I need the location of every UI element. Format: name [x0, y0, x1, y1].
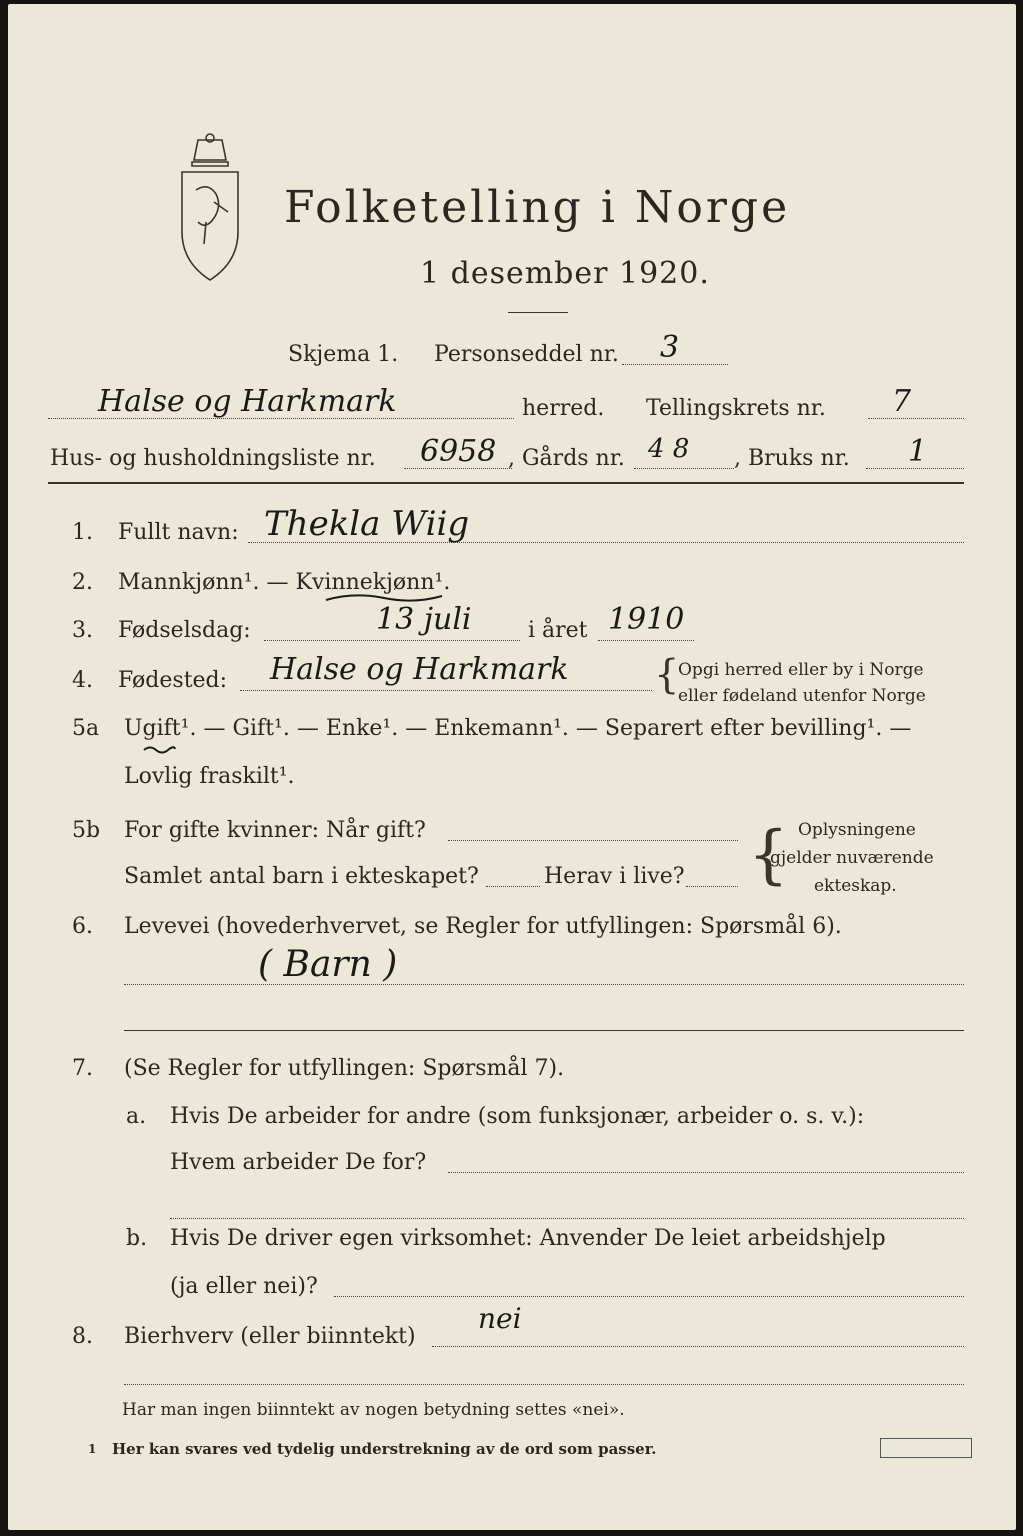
q7a-line1: Hvis De arbeider for andre (som funksjonær, arbeider o. s. v.):	[170, 1104, 865, 1129]
ugift-underline	[142, 744, 176, 754]
birthplace-value: Halse og Harkmark	[270, 652, 569, 687]
q2-label: Mannkjønn¹. — Kvinnekjønn¹.	[118, 570, 451, 595]
q4-number: 4.	[72, 668, 93, 693]
skjema-label: Skjema 1.	[288, 342, 399, 367]
hus-value: 6958	[420, 434, 497, 469]
q6-label: Levevei (hovederhvervet, se Regler for utfyllingen: Spørsmål 6).	[124, 914, 842, 939]
q4-label: Fødested:	[118, 668, 228, 693]
q5a-number: 5a	[72, 716, 100, 741]
footnote-mark: 1	[88, 1442, 97, 1456]
year-label: i året	[528, 618, 588, 643]
header-rule	[48, 482, 964, 484]
q5b-line1: For gifte kvinner: Når gift?	[124, 818, 426, 843]
bruks-label: , Bruks nr.	[734, 446, 850, 471]
footnote-text: Her kan svares ved tydelig understrekning av de ord som passer.	[112, 1440, 657, 1458]
q6-number: 6.	[72, 914, 93, 939]
q7b-line1: Hvis De driver egen virksomhet: Anvender De leiet arbeidshjelp	[170, 1226, 886, 1251]
q7b-letter: b.	[126, 1226, 148, 1251]
q4-note-line1: Opgi herred eller by i Norge	[678, 660, 924, 680]
birth-year-value: 1910	[608, 602, 685, 637]
q5b-note-line3: ekteskap.	[814, 876, 897, 896]
q7-label: (Se Regler for utfyllingen: Spørsmål 7).	[124, 1056, 565, 1081]
tellingskrets-label: Tellingskrets nr.	[646, 396, 826, 421]
personseddel-value: 3	[660, 330, 680, 365]
q4-brace: {	[654, 652, 680, 698]
hus-label: Hus- og husholdningsliste nr.	[50, 446, 376, 471]
gards-label: , Gårds nr.	[508, 446, 625, 471]
q5a-line1: Ugift¹. — Gift¹. — Enke¹. — Enkemann¹. — Separert efter bevilling¹. —	[124, 716, 912, 741]
q2-number: 2.	[72, 570, 93, 595]
bierhverv-value: nei	[478, 1302, 522, 1335]
q8-label: Bierhverv (eller biinntekt)	[124, 1324, 416, 1349]
q4-note-line2: eller fødeland utenfor Norge	[678, 686, 926, 706]
tellingskrets-value: 7	[892, 384, 912, 419]
census-form	[8, 4, 1016, 1530]
q1-number: 1.	[72, 520, 93, 545]
coat-of-arms-icon	[170, 132, 250, 292]
gards-value: 4 8	[648, 434, 690, 464]
title-divider	[508, 312, 568, 313]
q5b-brace: {	[748, 818, 789, 892]
q3-label: Fødselsdag:	[118, 618, 251, 643]
q1-label: Fullt navn:	[118, 520, 239, 545]
birth-day-value: 13 juli	[376, 602, 472, 637]
personseddel-label: Personseddel nr.	[434, 342, 619, 367]
full-name-value: Thekla Wiig	[264, 504, 470, 544]
q7-number: 7.	[72, 1056, 93, 1081]
q5a-line2: Lovlig fraskilt¹.	[124, 764, 295, 789]
q7b-line2: (ja eller nei)?	[170, 1274, 318, 1299]
q5b-note-line1: Oplysningene	[798, 820, 916, 840]
page-title: Folketelling i Norge	[284, 182, 791, 233]
q7a-letter: a.	[126, 1104, 147, 1129]
page-subtitle: 1 desember 1920.	[420, 256, 710, 291]
q8-number: 8.	[72, 1324, 93, 1349]
herred-value: Halse og Harkmark	[98, 384, 397, 419]
q7a-line2: Hvem arbeider De for?	[170, 1150, 427, 1175]
q5b-number: 5b	[72, 818, 101, 843]
occupation-value: ( Barn )	[258, 944, 398, 985]
footer-note: Har man ingen biinntekt av nogen betydning settes «nei».	[122, 1400, 625, 1420]
q5b-note-line2: gjelder nuværende	[770, 848, 934, 868]
herred-label: herred.	[522, 396, 605, 421]
herav-label: Herav i live?	[544, 864, 685, 889]
bruks-value: 1	[908, 434, 928, 469]
q3-number: 3.	[72, 618, 93, 643]
q5b-line2: Samlet antal barn i ekteskapet?	[124, 864, 479, 889]
printer-stamp	[880, 1438, 972, 1458]
